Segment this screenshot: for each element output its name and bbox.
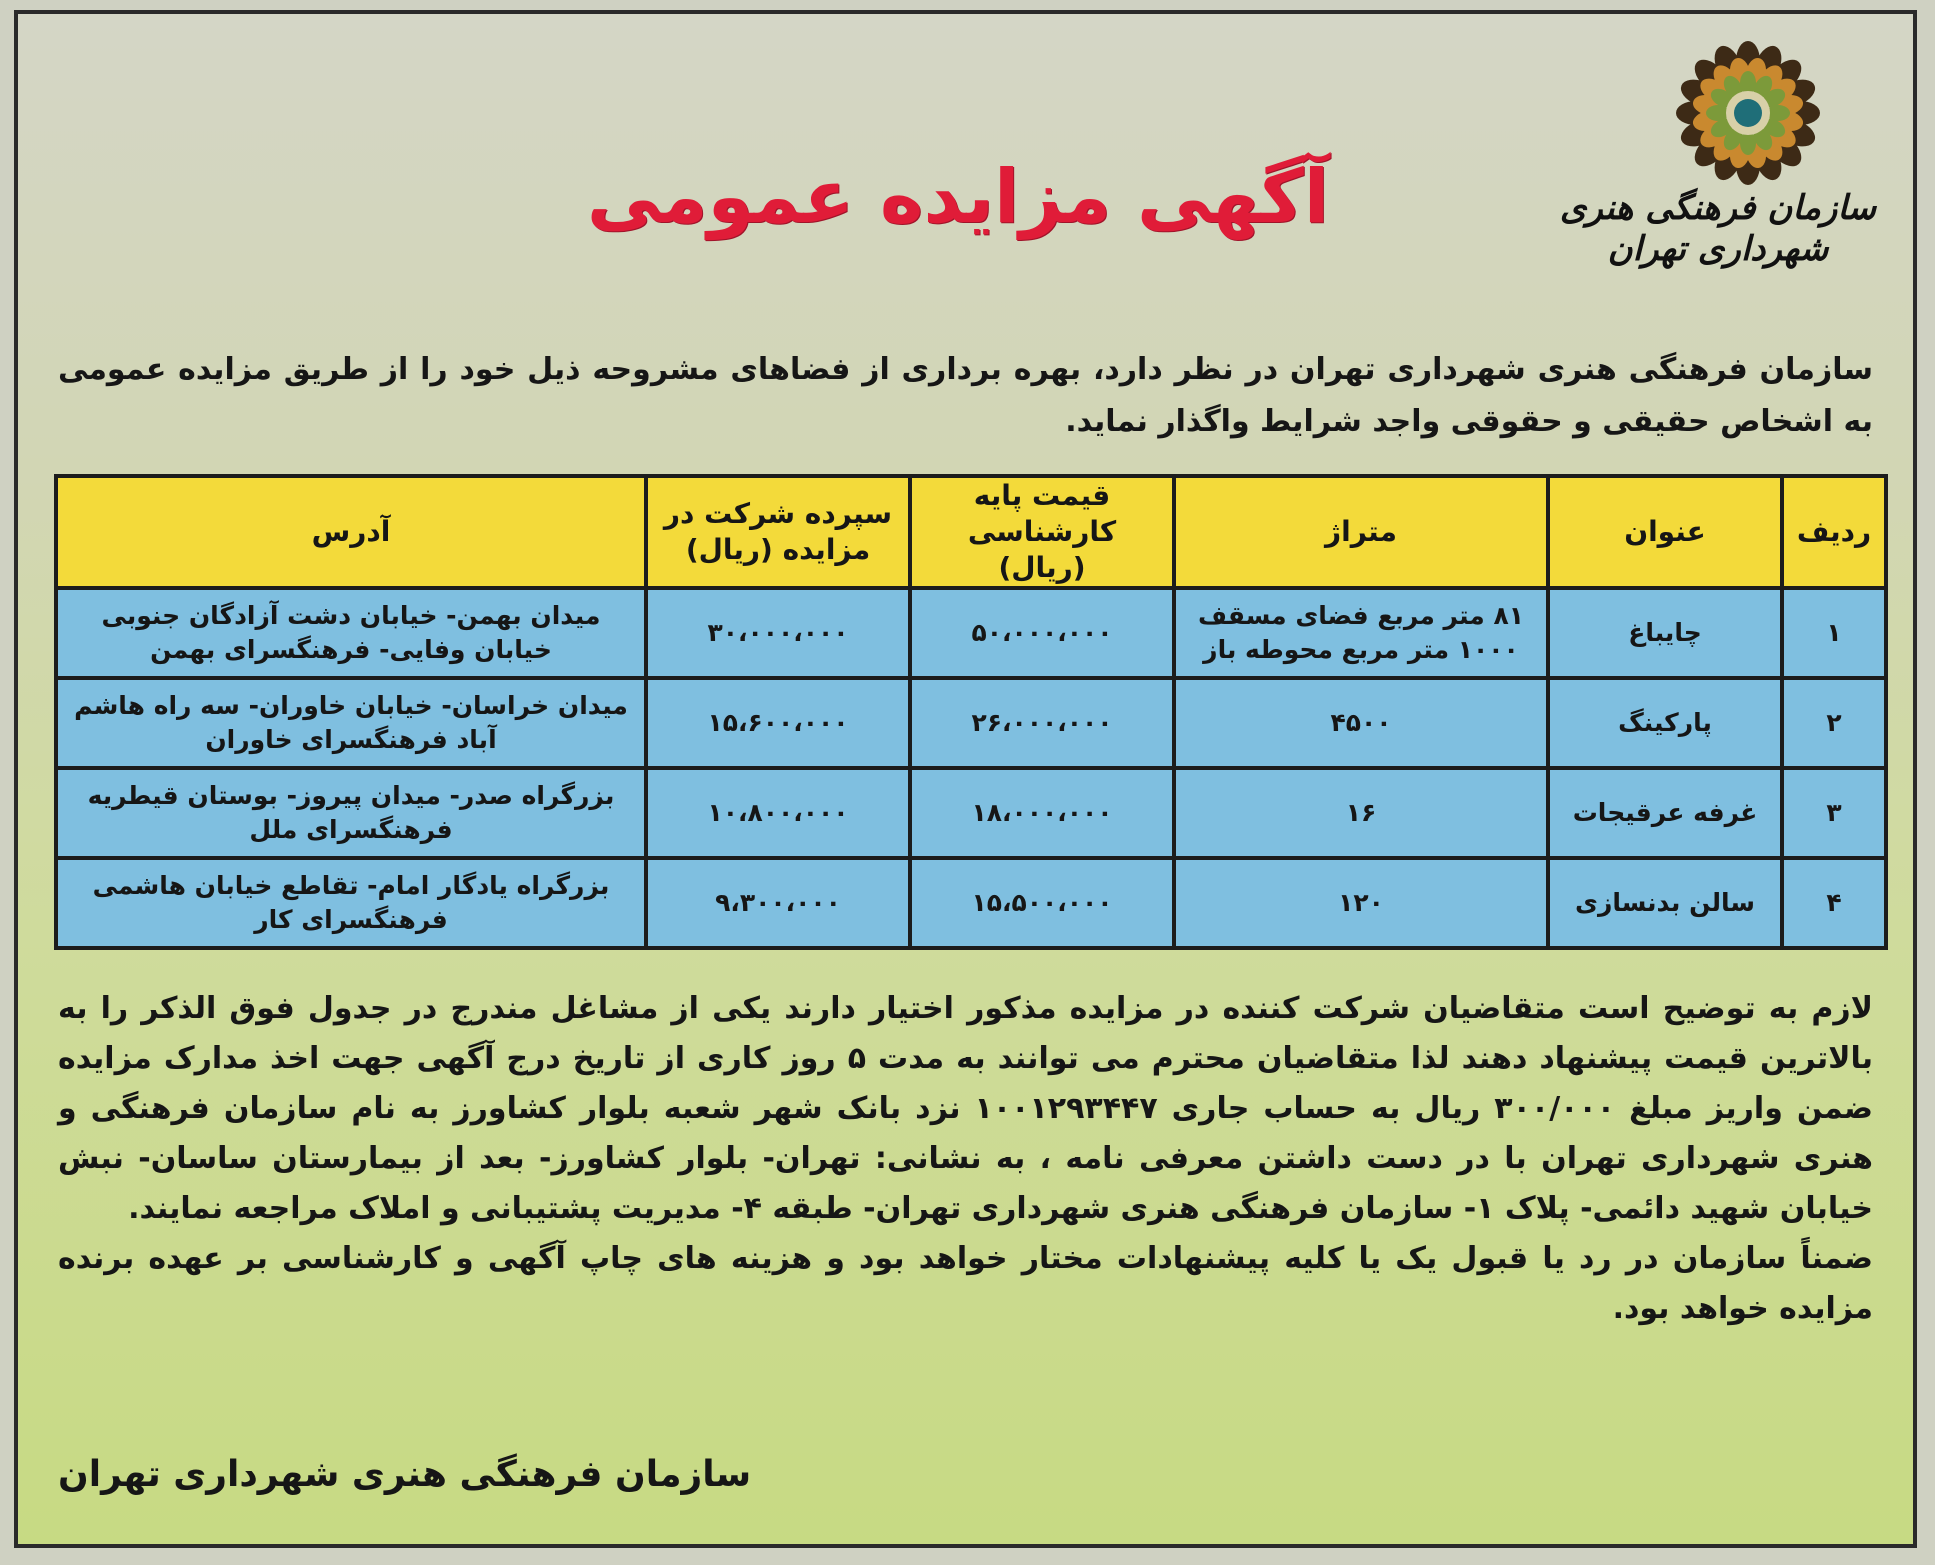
conditions-paragraph: لازم به توضیح است متقاضیان شرکت کننده در مزایده مذکور اختیار دارند یکی از مشاغل مندرج در جدول فوق الذکر را به بالاترین قیمت پیشنهاد دهند لذا متقاضیان محترم می توانند به مدت ۵ روز کاری از تاریخ درج آگهی جهت اخذ مدارک مزایده ضمن واریز مبلغ ۳۰۰/۰۰۰ ریال به حساب جاری ۱۰۰۱۲۹۳۴۴۷ نزد بانک شهر شعبه بلوار کشاورز به نام سازمان فرهنگی و هنری شهرداری تهران با در دست داشتن معرفی نامه ، به نشانی: تهران- بلوار کشاورز- بعد از بیمارستان ساسان- نبش خیابان شهید دائمی- پلاک ۱- سازمان فرهنگی هنری شهرداری تهران- طبقه ۴- مدیریت پشتیبانی و املاک مراجعه نمایند. xyxy=(58,991,1873,1226)
header-area: متراژ xyxy=(1176,478,1546,586)
intro-paragraph: سازمان فرهنگی هنری شهرداری تهران در نظر دارد، بهره برداری از فضاهای مشروحه ذیل خود را از طریق مزایده عمومی به اشخاص حقیقی و حقوقی واجد شرایط واگذار نماید. xyxy=(58,352,1873,439)
header-base-price: قیمت پایه کارشناسی (ریال) xyxy=(912,478,1172,586)
rosette-emblem-icon xyxy=(1673,38,1823,188)
cell-row-number: ۳ xyxy=(1784,770,1884,856)
cell-deposit: ۳۰،۰۰۰،۰۰۰ xyxy=(648,590,908,676)
page-title: آگهی مزایده عمومی xyxy=(586,154,1330,240)
cell-title: چایباغ xyxy=(1550,590,1780,676)
cell-area: ۴۵۰۰ xyxy=(1176,680,1546,766)
cell-base-price: ۲۶،۰۰۰،۰۰۰ xyxy=(912,680,1172,766)
signature: سازمان فرهنگی هنری شهرداری تهران xyxy=(58,1454,752,1495)
auction-table xyxy=(54,474,1888,950)
cell-address: میدان خراسان- خیابان خاوران- سه راه هاشم آباد فرهنگسرای خاوران xyxy=(58,680,644,766)
cell-address: بزرگراه صدر- میدان پیروز- بوستان قیطریه فرهنگسرای ملل xyxy=(58,770,644,856)
header-address: آدرس xyxy=(58,478,644,586)
header-title: عنوان xyxy=(1550,478,1780,586)
table-header-row xyxy=(58,478,1884,586)
header-row-number: ردیف xyxy=(1784,478,1884,586)
cell-deposit: ۹،۳۰۰،۰۰۰ xyxy=(648,860,908,946)
cell-base-price: ۵۰،۰۰۰،۰۰۰ xyxy=(912,590,1172,676)
cell-title: پارکینگ xyxy=(1550,680,1780,766)
cell-area: ۱۶ xyxy=(1176,770,1546,856)
header-deposit: سپرده شرکت در مزایده (ریال) xyxy=(648,478,908,586)
cell-base-price: ۱۸،۰۰۰،۰۰۰ xyxy=(912,770,1172,856)
cell-base-price: ۱۵،۵۰۰،۰۰۰ xyxy=(912,860,1172,946)
cell-title: سالن بدنسازی xyxy=(1550,860,1780,946)
cell-deposit: ۱۵،۶۰۰،۰۰۰ xyxy=(648,680,908,766)
cell-title: غرفه عرقیجات xyxy=(1550,770,1780,856)
conditions-text xyxy=(58,984,1873,1334)
cell-deposit: ۱۰،۸۰۰،۰۰۰ xyxy=(648,770,908,856)
table-row xyxy=(58,860,1884,946)
cell-row-number: ۲ xyxy=(1784,680,1884,766)
cell-area: ۱۲۰ xyxy=(1176,860,1546,946)
cell-area: ۸۱ متر مربع فضای مسقف ۱۰۰۰ متر مربع محوطه باز xyxy=(1176,590,1546,676)
cell-address: بزرگراه یادگار امام- تقاطع خیابان هاشمی فرهنگسرای کار xyxy=(58,860,644,946)
table-row xyxy=(58,680,1884,766)
organization-logo xyxy=(1553,38,1883,308)
table-row xyxy=(58,590,1884,676)
conditions-paragraph: ضمناً سازمان در رد یا قبول یک یا کلیه پیشنهادات مختار خواهد بود و هزینه های چاپ آگهی و کارشناسی بر عهده برنده مزایده خواهد بود. xyxy=(58,1241,1873,1326)
table-row xyxy=(58,770,1884,856)
auction-notice xyxy=(14,10,1917,1548)
cell-row-number: ۴ xyxy=(1784,860,1884,946)
cell-address: میدان بهمن- خیابان دشت آزادگان جنوبی خیابان وفایی- فرهنگسرای بهمن xyxy=(58,590,644,676)
cell-row-number: ۱ xyxy=(1784,590,1884,676)
logo-text: سازمان فرهنگی هنری شهرداری تهران xyxy=(1559,188,1877,269)
